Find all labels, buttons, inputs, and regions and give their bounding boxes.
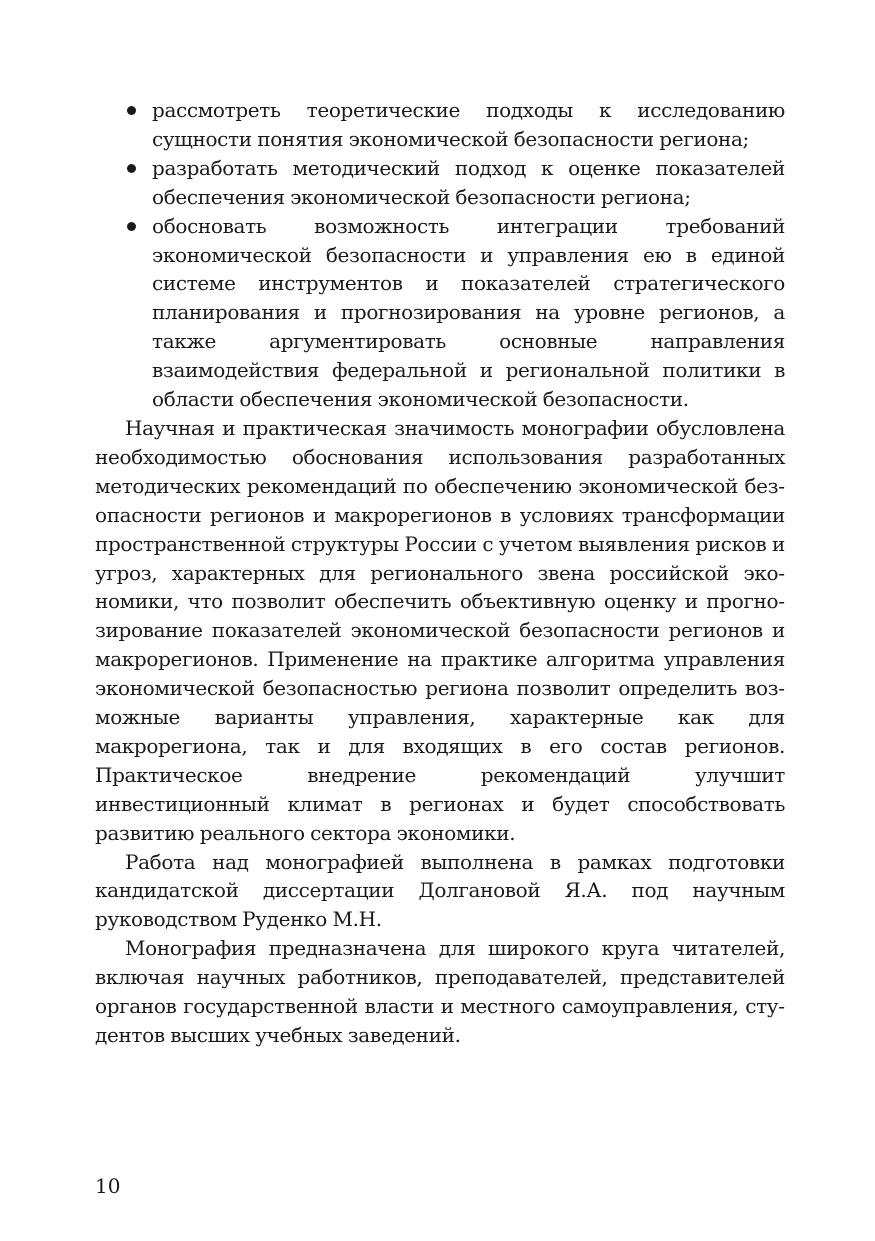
- significance-paragraph: Научная и практическая значимость монографии обусловлена необходимостью обоснования использования разработанных методических рекомендаций по обеспечению экономической безопасности регионов и макрорегионов в условиях трансформации пространственной структуры России с учетом выявления рисков и угроз, характерных для регионального звена российской экономики, что позволит обеспечить объективную оценку и прогнозирование показателей экономической безопасности регионов и макрорегионов. Применение на практике алгоритма управления экономической безопасностью региона позволит определить возможные варианты управления, характерные как для макрорегиона, так и для входящих в его состав регионов. Практическое внедрение рекомендаций улучшит инвестиционный климат в регионах и будет способствовать развитию реального сектора экономики.: [95, 415, 785, 845]
- audience-paragraph: Монография предназначена для широкого круга читателей, включая научных работников, преподавателей, представителей органов государственной власти и местного самоуправления, студентов высших учебных заведений.: [95, 936, 785, 1047]
- bullet-icon: [127, 222, 136, 231]
- objectives-list: [95, 96, 785, 414]
- bullet-icon: [127, 164, 136, 173]
- list-item-text: рассмотреть теоретические подходы к исследованию сущности понятия экономической безопасности региона;: [152, 98, 785, 151]
- bullet-icon: [127, 106, 136, 115]
- list-item-text: обосновать возможность интеграции требований экономической безопасности и управления ею в единой системе инструментов и показателей стратегического планирования и прогнозирования на уровне регионов, а также аргументировать основные направления взаимодействия федеральной и региональной политики в области обеспечения экономической безопасности.: [152, 213, 785, 412]
- list-item: [95, 154, 785, 212]
- list-item-text: разработать методический подход к оценке показателей обеспечения экономической безопасности региона;: [152, 155, 785, 209]
- page-body: [95, 96, 785, 1050]
- list-item: [95, 96, 785, 154]
- dissertation-paragraph: Работа над монографией выполнена в рамках подготовки кандидатской диссертации Долгановой Я.А. под научным руководством Руденко М.Н.: [95, 849, 785, 932]
- list-item: [95, 212, 785, 414]
- page-number: 10: [95, 1174, 121, 1198]
